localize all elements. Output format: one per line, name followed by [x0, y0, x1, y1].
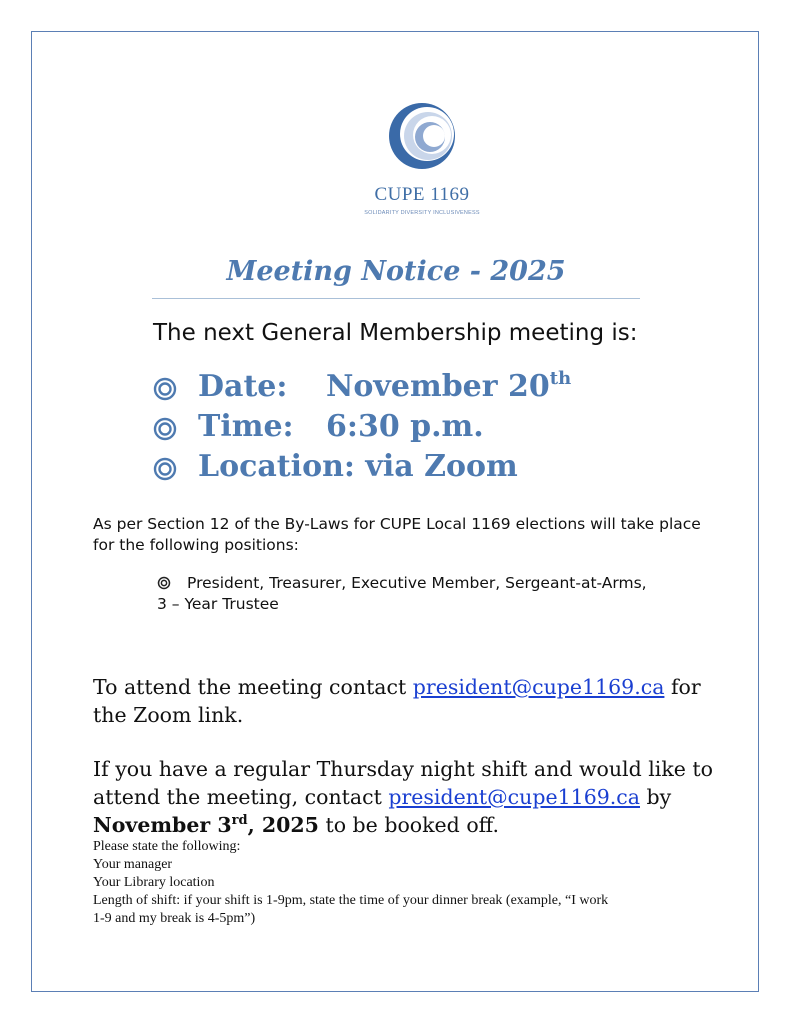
target-bullet-icon: [153, 457, 177, 481]
deadline-date: November 3rd, 2025: [93, 813, 319, 837]
instructions-line-1: Please state the following:: [93, 839, 241, 854]
attend-text: To attend the meeting contact president@cupe1169.ca for the Zoom link.: [93, 675, 701, 727]
time-value: 6:30 p.m.: [326, 409, 484, 444]
positions-line-1: President, Treasurer, Executive Member, Sergeant-at-Arms,: [187, 574, 647, 592]
elections-line-1: As per Section 12 of the By-Laws for CUPE Local 1169 elections will take place: [93, 515, 701, 533]
positions-line-2: 3 – Year Trustee: [157, 595, 279, 613]
date-suffix: th: [549, 368, 572, 389]
date-label: Date:: [198, 369, 288, 404]
instructions-line-5: 1-9 and my break is 4-5pm”): [93, 911, 256, 926]
title-divider: [152, 298, 640, 299]
page-title: Meeting Notice - 2025: [226, 256, 566, 287]
target-bullet-icon: [153, 417, 177, 441]
email-link[interactable]: president@cupe1169.ca: [388, 785, 640, 809]
instructions-line-4: Length of shift: if your shift is 1-9pm, state the time of your dinner break (example, “I work: [93, 893, 609, 908]
intro-text: The next General Membership meeting is:: [153, 320, 638, 346]
logo-name: CUPE 1169: [374, 184, 470, 205]
target-bullet-icon: [157, 576, 171, 590]
logo-tagline: SOLIDARITY DIVERSITY INCLUSIVENESS: [364, 210, 480, 216]
attend-line-2: the Zoom link.: [93, 703, 244, 727]
elections-text: [93, 514, 701, 556]
time-label: Time:: [198, 409, 294, 444]
thursday-text: If you have a regular Thursday night shift and would like to attend the meeting, contact president@cupe1169.ca by November 3rd, 2025 to be booked off.: [93, 757, 714, 837]
location-text: Location: via Zoom: [198, 449, 518, 484]
instructions-line-3: Your Library location: [93, 875, 215, 890]
instructions-line-2: Your manager: [93, 857, 173, 872]
email-link[interactable]: president@cupe1169.ca: [412, 675, 665, 699]
instructions: [93, 838, 608, 928]
elections-line-2: for the following positions:: [93, 536, 299, 554]
target-bullet-icon: [153, 377, 177, 401]
date-value: November 20th: [326, 368, 572, 404]
thursday-line-1: If you have a regular Thursday night shift and would like to: [93, 757, 714, 781]
